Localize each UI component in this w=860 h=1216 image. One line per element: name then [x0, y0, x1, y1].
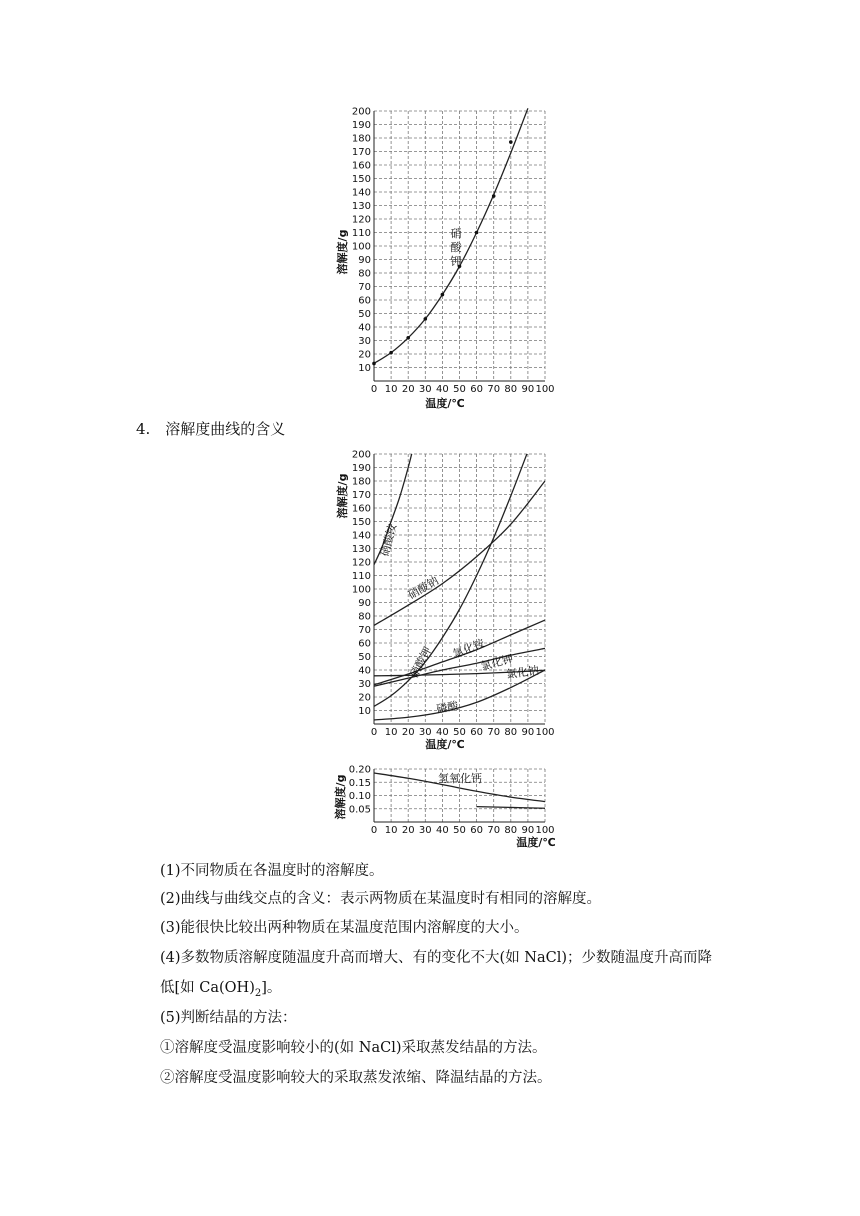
c2-y-tick-110: 110 [351, 571, 371, 582]
c2-x-tick-30: 30 [418, 727, 432, 738]
c1-x-tick-60: 60 [470, 384, 483, 395]
c1-x-tick-10: 10 [384, 384, 398, 395]
chart1-x-axis-label: 温度/℃ [425, 397, 465, 410]
c1-y-tick-60: 60 [358, 295, 371, 307]
section-heading: 4. 溶解度曲线的含义 [136, 420, 286, 438]
chart2-x-axis-label: 温度/℃ [425, 738, 465, 751]
c3-x-tick-80: 80 [504, 825, 518, 836]
c1-x-tick-70: 70 [487, 384, 501, 395]
c1-y-tick-160: 160 [351, 160, 371, 172]
c3-x-tick-30: 30 [418, 825, 432, 836]
c2-x-tick-0: 0 [370, 727, 378, 738]
point-3: (3)能很快比较出两种物质在某温度范围内溶解度的大小。 [160, 920, 529, 936]
c1-x-tick-90: 90 [521, 384, 535, 395]
c3-x-tick-50: 50 [453, 825, 466, 836]
c2-y-tick-150: 150 [351, 517, 371, 528]
chart1-marker-40 [441, 293, 445, 297]
label-ammonium-nitrate: 硝酸铵 [378, 522, 400, 558]
point-4-line2-sub: 2 [254, 987, 262, 999]
c2-y-tick-90: 90 [358, 598, 371, 609]
chart2-y-axis-label: 溶解度/g [336, 473, 349, 519]
c1-y-tick-190: 190 [351, 120, 371, 131]
point-4-line2-post: ]。 [261, 980, 282, 996]
c2-y-tick-190: 190 [351, 463, 371, 474]
c1-y-tick-50: 50 [358, 309, 371, 320]
c1-y-tick-100: 100 [351, 241, 371, 253]
chart2-tick-labels [352, 450, 555, 739]
point-2: (2)曲线与曲线交点的含义：表示两物质在某温度时有相同的溶解度。 [160, 891, 602, 907]
c1-x-tick-100: 100 [535, 384, 555, 395]
c2-x-tick-40: 40 [436, 727, 449, 738]
multi-substance-solubility-chart [330, 446, 570, 756]
c1-y-tick-140: 140 [351, 187, 371, 199]
c1-x-tick-80: 80 [504, 384, 518, 395]
point-5a: ①溶解度受温度影响较小的(如 NaCl)采取蒸发结晶的方法。 [160, 1040, 547, 1056]
chart1-marker-20 [406, 336, 410, 340]
chart1-series-label-char1: 硝 [450, 227, 462, 240]
chart1-y-axis-label: 溶解度/g [336, 229, 349, 275]
c3-x-tick-90: 90 [521, 825, 535, 836]
c3-y-tick-0.20: 0.20 [348, 764, 371, 776]
c2-y-tick-180: 180 [351, 476, 371, 488]
c2-y-tick-20: 20 [358, 692, 371, 704]
c3-x-tick-100: 100 [535, 825, 555, 836]
c2-y-tick-80: 80 [358, 611, 371, 623]
c3-x-tick-0: 0 [370, 825, 378, 836]
chart1-marker-60 [475, 231, 479, 235]
c2-y-tick-50: 50 [358, 652, 371, 663]
c2-x-tick-70: 70 [487, 727, 501, 738]
c1-y-tick-40: 40 [358, 322, 371, 334]
c3-x-tick-70: 70 [487, 825, 501, 836]
chart1-series-label [451, 226, 463, 268]
chart1-marker-0 [372, 362, 376, 366]
c2-x-tick-10: 10 [384, 727, 398, 738]
c1-y-tick-30: 30 [358, 336, 371, 347]
chart3-x-axis-label: 温度/℃ [516, 836, 556, 849]
c2-y-tick-170: 170 [351, 490, 371, 501]
point-4-line1: (4)多数物质溶解度随温度升高而增大、有的变化不大(如 NaCl)；少数随温度升高而降 [160, 950, 713, 966]
c2-y-tick-140: 140 [351, 530, 371, 542]
point-1: (1)不同物质在各温度时的溶解度。 [160, 863, 384, 879]
c3-y-tick-0.05: 0.05 [348, 804, 371, 816]
c1-y-tick-90: 90 [358, 255, 371, 266]
chart1-marker-80 [509, 140, 513, 144]
c1-y-tick-80: 80 [358, 268, 371, 280]
c2-y-tick-160: 160 [351, 503, 371, 515]
c1-y-tick-110: 110 [351, 228, 371, 239]
c1-y-tick-10: 10 [358, 363, 371, 374]
chart3-series-line-1 [477, 807, 545, 809]
point-5: (5)判断结晶的方法： [160, 1010, 297, 1026]
c1-y-tick-70: 70 [358, 282, 371, 293]
c3-x-tick-60: 60 [470, 825, 483, 836]
c1-y-tick-180: 180 [351, 133, 371, 145]
c2-y-tick-60: 60 [358, 638, 371, 650]
c1-x-tick-50: 50 [453, 384, 466, 395]
c1-y-tick-120: 120 [351, 214, 371, 226]
c1-x-tick-40: 40 [436, 384, 449, 395]
c2-x-tick-50: 50 [453, 727, 466, 738]
c1-x-tick-20: 20 [401, 384, 415, 395]
label-sodium-chloride: 氯化钠 [505, 663, 540, 682]
c2-x-tick-100: 100 [535, 727, 555, 738]
c3-x-tick-10: 10 [384, 825, 398, 836]
chart1-marker-30 [424, 317, 428, 321]
c1-x-tick-0: 0 [370, 384, 378, 395]
c1-y-tick-130: 130 [351, 201, 371, 212]
chart1-series-label-char2: 酸 [450, 241, 462, 254]
c3-y-tick-0.15: 0.15 [348, 777, 371, 789]
point-5b: ②溶解度受温度影响较大的采取蒸发浓缩、降温结晶的方法。 [160, 1070, 552, 1086]
c2-x-tick-90: 90 [521, 727, 535, 738]
c2-y-tick-200: 200 [351, 449, 371, 461]
label-potassium-chloride: 氯化钾 [479, 652, 515, 674]
c2-y-tick-100: 100 [351, 584, 371, 596]
c2-x-tick-20: 20 [401, 727, 415, 738]
c3-x-tick-20: 20 [401, 825, 415, 836]
label-potassium-nitrate: 硝酸钾 [407, 644, 435, 680]
chart1-marker-70 [492, 194, 496, 198]
c2-x-tick-80: 80 [504, 727, 518, 738]
c1-y-tick-200: 200 [351, 106, 371, 118]
c2-y-tick-70: 70 [358, 625, 371, 636]
chart1-series-label-char3: 钾 [450, 255, 462, 268]
potassium-nitrate-solubility-chart [330, 100, 570, 410]
chart1-marker-10 [389, 351, 393, 355]
c1-x-tick-30: 30 [418, 384, 432, 395]
chart3-y-axis-label: 溶解度/g [334, 774, 347, 820]
c2-y-tick-120: 120 [351, 557, 371, 569]
label-ammonium-chloride: 氯化铵 [450, 636, 487, 661]
c1-y-tick-150: 150 [351, 174, 371, 185]
c3-y-tick-0.10: 0.10 [348, 791, 371, 802]
point-4-line2-pre: 低[如 Ca(OH) [160, 980, 255, 996]
c2-y-tick-130: 130 [351, 544, 371, 555]
c1-y-tick-20: 20 [358, 349, 371, 361]
c1-y-tick-170: 170 [351, 147, 371, 158]
label-phosphoric-acid: 磷酸 [435, 699, 460, 716]
chart2-series-line-1 [374, 481, 545, 625]
label-calcium-hydroxide: 氢氧化钙 [438, 772, 482, 785]
c2-y-tick-30: 30 [358, 679, 371, 690]
c2-x-tick-60: 60 [470, 727, 483, 738]
calcium-hydroxide-solubility-chart [330, 762, 570, 852]
c2-y-tick-40: 40 [358, 665, 371, 677]
point-4-line2 [160, 978, 281, 1004]
c3-x-tick-40: 40 [436, 825, 449, 836]
c2-y-tick-10: 10 [358, 706, 371, 717]
label-sodium-nitrate: 硝酸钠 [405, 574, 441, 602]
